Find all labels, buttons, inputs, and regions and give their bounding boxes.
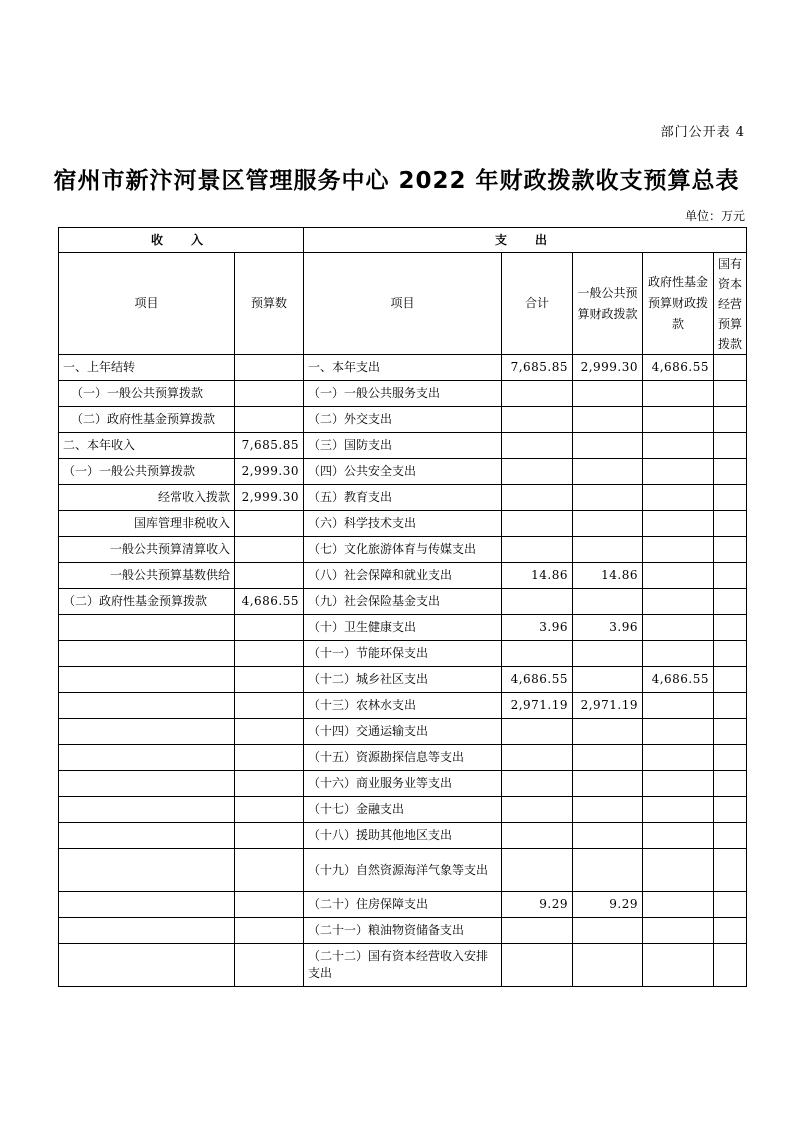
expense-item-cell: （十二）城乡社区支出 (304, 667, 502, 693)
income-value-cell (235, 797, 304, 823)
section-header-row (59, 228, 747, 253)
income-item-cell (59, 771, 235, 797)
col-state-capital: 国有资本经营预算拨款 (714, 253, 747, 355)
page-title: 宿州市新汴河景区管理服务中心 2022 年财政拨款收支预算总表 (53, 168, 740, 194)
gov-fund-cell (643, 511, 714, 537)
state-capital-cell (714, 537, 747, 563)
income-item-cell: 一般公共预算基数供给 (59, 563, 235, 589)
table-row (59, 485, 747, 511)
income-item-cell: 一般公共预算清算收入 (59, 537, 235, 563)
general-budget-cell (573, 667, 643, 693)
table-row (59, 892, 747, 918)
state-capital-cell (714, 563, 747, 589)
general-budget-cell (573, 823, 643, 849)
state-capital-cell (714, 745, 747, 771)
expense-item-cell: （二十一）粮油物资储备支出 (304, 918, 502, 944)
state-capital-cell (714, 355, 747, 381)
income-value-cell (235, 944, 304, 987)
unit-label: 单位：万元 (684, 209, 745, 223)
gov-fund-cell (643, 745, 714, 771)
income-item-cell (59, 641, 235, 667)
total-cell (502, 918, 573, 944)
state-capital-cell (714, 719, 747, 745)
expense-header: 支 出 (304, 228, 747, 253)
state-capital-cell (714, 771, 747, 797)
gov-fund-cell (643, 771, 714, 797)
expense-item-cell: （六）科学技术支出 (304, 511, 502, 537)
total-cell (502, 719, 573, 745)
expense-item-cell: （十）卫生健康支出 (304, 615, 502, 641)
general-budget-cell (573, 459, 643, 485)
general-budget-cell (573, 918, 643, 944)
state-capital-cell (714, 433, 747, 459)
total-cell (502, 641, 573, 667)
general-budget-cell (573, 537, 643, 563)
income-item-cell: （一）一般公共预算拨款 (59, 381, 235, 407)
general-budget-cell: 2,999.30 (573, 355, 643, 381)
expense-item-cell: （一）一般公共服务支出 (304, 381, 502, 407)
gov-fund-cell (643, 823, 714, 849)
gov-fund-cell (643, 485, 714, 511)
gov-fund-cell (643, 589, 714, 615)
general-budget-cell (573, 797, 643, 823)
form-number: 部门公开表 4 (660, 125, 745, 140)
general-budget-cell (573, 433, 643, 459)
expense-item-cell: （十七）金融支出 (304, 797, 502, 823)
state-capital-cell (714, 511, 747, 537)
income-item-cell (59, 745, 235, 771)
general-budget-cell (573, 407, 643, 433)
col-general-budget: 一般公共预算财政拨款 (573, 253, 643, 355)
total-cell (502, 381, 573, 407)
state-capital-cell (714, 485, 747, 511)
income-item-cell (59, 693, 235, 719)
table-row (59, 797, 747, 823)
income-item-cell: （二）政府性基金预算拨款 (59, 589, 235, 615)
col-income-item: 项目 (59, 253, 235, 355)
total-cell (502, 771, 573, 797)
table-row (59, 537, 747, 563)
general-budget-cell (573, 641, 643, 667)
gov-fund-cell (643, 797, 714, 823)
income-value-cell (235, 381, 304, 407)
budget-table (58, 227, 747, 987)
gov-fund-cell (643, 693, 714, 719)
income-value-cell (235, 849, 304, 892)
total-cell (502, 944, 573, 987)
state-capital-cell (714, 667, 747, 693)
expense-item-cell: （十九）自然资源海洋气象等支出 (304, 849, 502, 892)
gov-fund-cell (643, 563, 714, 589)
income-value-cell (235, 693, 304, 719)
gov-fund-cell (643, 537, 714, 563)
income-value-cell: 4,686.55 (235, 589, 304, 615)
income-item-cell: 国库管理非税收入 (59, 511, 235, 537)
income-item-cell (59, 892, 235, 918)
state-capital-cell (714, 615, 747, 641)
income-item-cell (59, 918, 235, 944)
income-value-cell (235, 615, 304, 641)
expense-item-cell: （十八）援助其他地区支出 (304, 823, 502, 849)
income-value-cell (235, 563, 304, 589)
total-cell (502, 745, 573, 771)
general-budget-cell: 14.86 (573, 563, 643, 589)
table-row (59, 771, 747, 797)
state-capital-cell (714, 944, 747, 987)
general-budget-cell (573, 381, 643, 407)
col-expense-item: 项目 (304, 253, 502, 355)
gov-fund-cell (643, 944, 714, 987)
income-value-cell: 7,685.85 (235, 433, 304, 459)
state-capital-cell (714, 797, 747, 823)
expense-item-cell: （十四）交通运输支出 (304, 719, 502, 745)
expense-item-cell: （九）社会保险基金支出 (304, 589, 502, 615)
expense-item-cell: （五）教育支出 (304, 485, 502, 511)
state-capital-cell (714, 381, 747, 407)
general-budget-cell (573, 745, 643, 771)
income-item-cell (59, 823, 235, 849)
general-budget-cell: 3.96 (573, 615, 643, 641)
table-row (59, 849, 747, 892)
state-capital-cell (714, 641, 747, 667)
expense-item-cell: （十一）节能环保支出 (304, 641, 502, 667)
income-item-cell (59, 615, 235, 641)
state-capital-cell (714, 407, 747, 433)
state-capital-cell (714, 823, 747, 849)
income-item-cell (59, 797, 235, 823)
state-capital-cell (714, 459, 747, 485)
income-item-cell: 一、上年结转 (59, 355, 235, 381)
expense-item-cell: （十五）资源勘探信息等支出 (304, 745, 502, 771)
table-row (59, 745, 747, 771)
total-cell (502, 823, 573, 849)
income-item-cell (59, 849, 235, 892)
total-cell: 3.96 (502, 615, 573, 641)
table-row (59, 823, 747, 849)
table-row (59, 641, 747, 667)
expense-item-cell: （二十二）国有资本经营收入安排支出 (304, 944, 502, 987)
general-budget-cell (573, 719, 643, 745)
general-budget-cell (573, 771, 643, 797)
state-capital-cell (714, 849, 747, 892)
table-row (59, 719, 747, 745)
income-item-cell (59, 719, 235, 745)
expense-item-cell: （七）文化旅游体育与传媒支出 (304, 537, 502, 563)
expense-item-cell: （四）公共安全支出 (304, 459, 502, 485)
general-budget-cell (573, 849, 643, 892)
total-cell: 7,685.85 (502, 355, 573, 381)
total-cell (502, 459, 573, 485)
income-value-cell (235, 355, 304, 381)
state-capital-cell (714, 693, 747, 719)
income-value-cell (235, 892, 304, 918)
income-value-cell (235, 667, 304, 693)
income-item-cell (59, 667, 235, 693)
table-row (59, 615, 747, 641)
income-value-cell (235, 745, 304, 771)
gov-fund-cell (643, 849, 714, 892)
state-capital-cell (714, 892, 747, 918)
gov-fund-cell (643, 433, 714, 459)
table-row (59, 667, 747, 693)
income-value-cell (235, 641, 304, 667)
income-value-cell (235, 407, 304, 433)
expense-item-cell: （二十）住房保障支出 (304, 892, 502, 918)
income-item-cell (59, 944, 235, 987)
total-cell (502, 537, 573, 563)
general-budget-cell (573, 485, 643, 511)
table-row (59, 944, 747, 987)
income-item-cell: （一）一般公共预算拨款 (59, 459, 235, 485)
table-row (59, 693, 747, 719)
state-capital-cell (714, 918, 747, 944)
table-row (59, 459, 747, 485)
income-value-cell (235, 537, 304, 563)
expense-item-cell: （十六）商业服务业等支出 (304, 771, 502, 797)
general-budget-cell: 9.29 (573, 892, 643, 918)
table-row (59, 511, 747, 537)
table-row (59, 407, 747, 433)
total-cell (502, 433, 573, 459)
col-income-budget: 预算数 (235, 253, 304, 355)
income-value-cell (235, 823, 304, 849)
total-cell: 14.86 (502, 563, 573, 589)
expense-item-cell: 一、本年支出 (304, 355, 502, 381)
expense-item-cell: （十三）农林水支出 (304, 693, 502, 719)
general-budget-cell: 2,971.19 (573, 693, 643, 719)
column-header-row (59, 253, 747, 355)
table-row (59, 355, 747, 381)
total-cell (502, 797, 573, 823)
total-cell: 2,971.19 (502, 693, 573, 719)
income-header: 收 入 (59, 228, 304, 253)
table-row (59, 381, 747, 407)
income-item-cell: 二、本年收入 (59, 433, 235, 459)
gov-fund-cell (643, 918, 714, 944)
gov-fund-cell (643, 381, 714, 407)
income-value-cell: 2,999.30 (235, 485, 304, 511)
total-cell: 9.29 (502, 892, 573, 918)
income-value-cell (235, 511, 304, 537)
table-row (59, 589, 747, 615)
gov-fund-cell (643, 407, 714, 433)
table-row (59, 433, 747, 459)
general-budget-cell (573, 944, 643, 987)
gov-fund-cell (643, 719, 714, 745)
gov-fund-cell: 4,686.55 (643, 667, 714, 693)
total-cell: 4,686.55 (502, 667, 573, 693)
income-value-cell (235, 918, 304, 944)
income-value-cell: 2,999.30 (235, 459, 304, 485)
total-cell (502, 407, 573, 433)
table-row (59, 918, 747, 944)
general-budget-cell (573, 511, 643, 537)
gov-fund-cell (643, 459, 714, 485)
general-budget-cell (573, 589, 643, 615)
table-row (59, 563, 747, 589)
gov-fund-cell: 4,686.55 (643, 355, 714, 381)
expense-item-cell: （三）国防支出 (304, 433, 502, 459)
col-total: 合计 (502, 253, 573, 355)
total-cell (502, 589, 573, 615)
gov-fund-cell (643, 641, 714, 667)
total-cell (502, 511, 573, 537)
income-item-cell: 经常收入拨款 (59, 485, 235, 511)
total-cell (502, 849, 573, 892)
total-cell (502, 485, 573, 511)
gov-fund-cell (643, 892, 714, 918)
income-value-cell (235, 771, 304, 797)
income-item-cell: （二）政府性基金预算拨款 (59, 407, 235, 433)
gov-fund-cell (643, 615, 714, 641)
expense-item-cell: （八）社会保障和就业支出 (304, 563, 502, 589)
income-value-cell (235, 719, 304, 745)
expense-item-cell: （二）外交支出 (304, 407, 502, 433)
state-capital-cell (714, 589, 747, 615)
col-gov-fund: 政府性基金预算财政拨款 (643, 253, 714, 355)
